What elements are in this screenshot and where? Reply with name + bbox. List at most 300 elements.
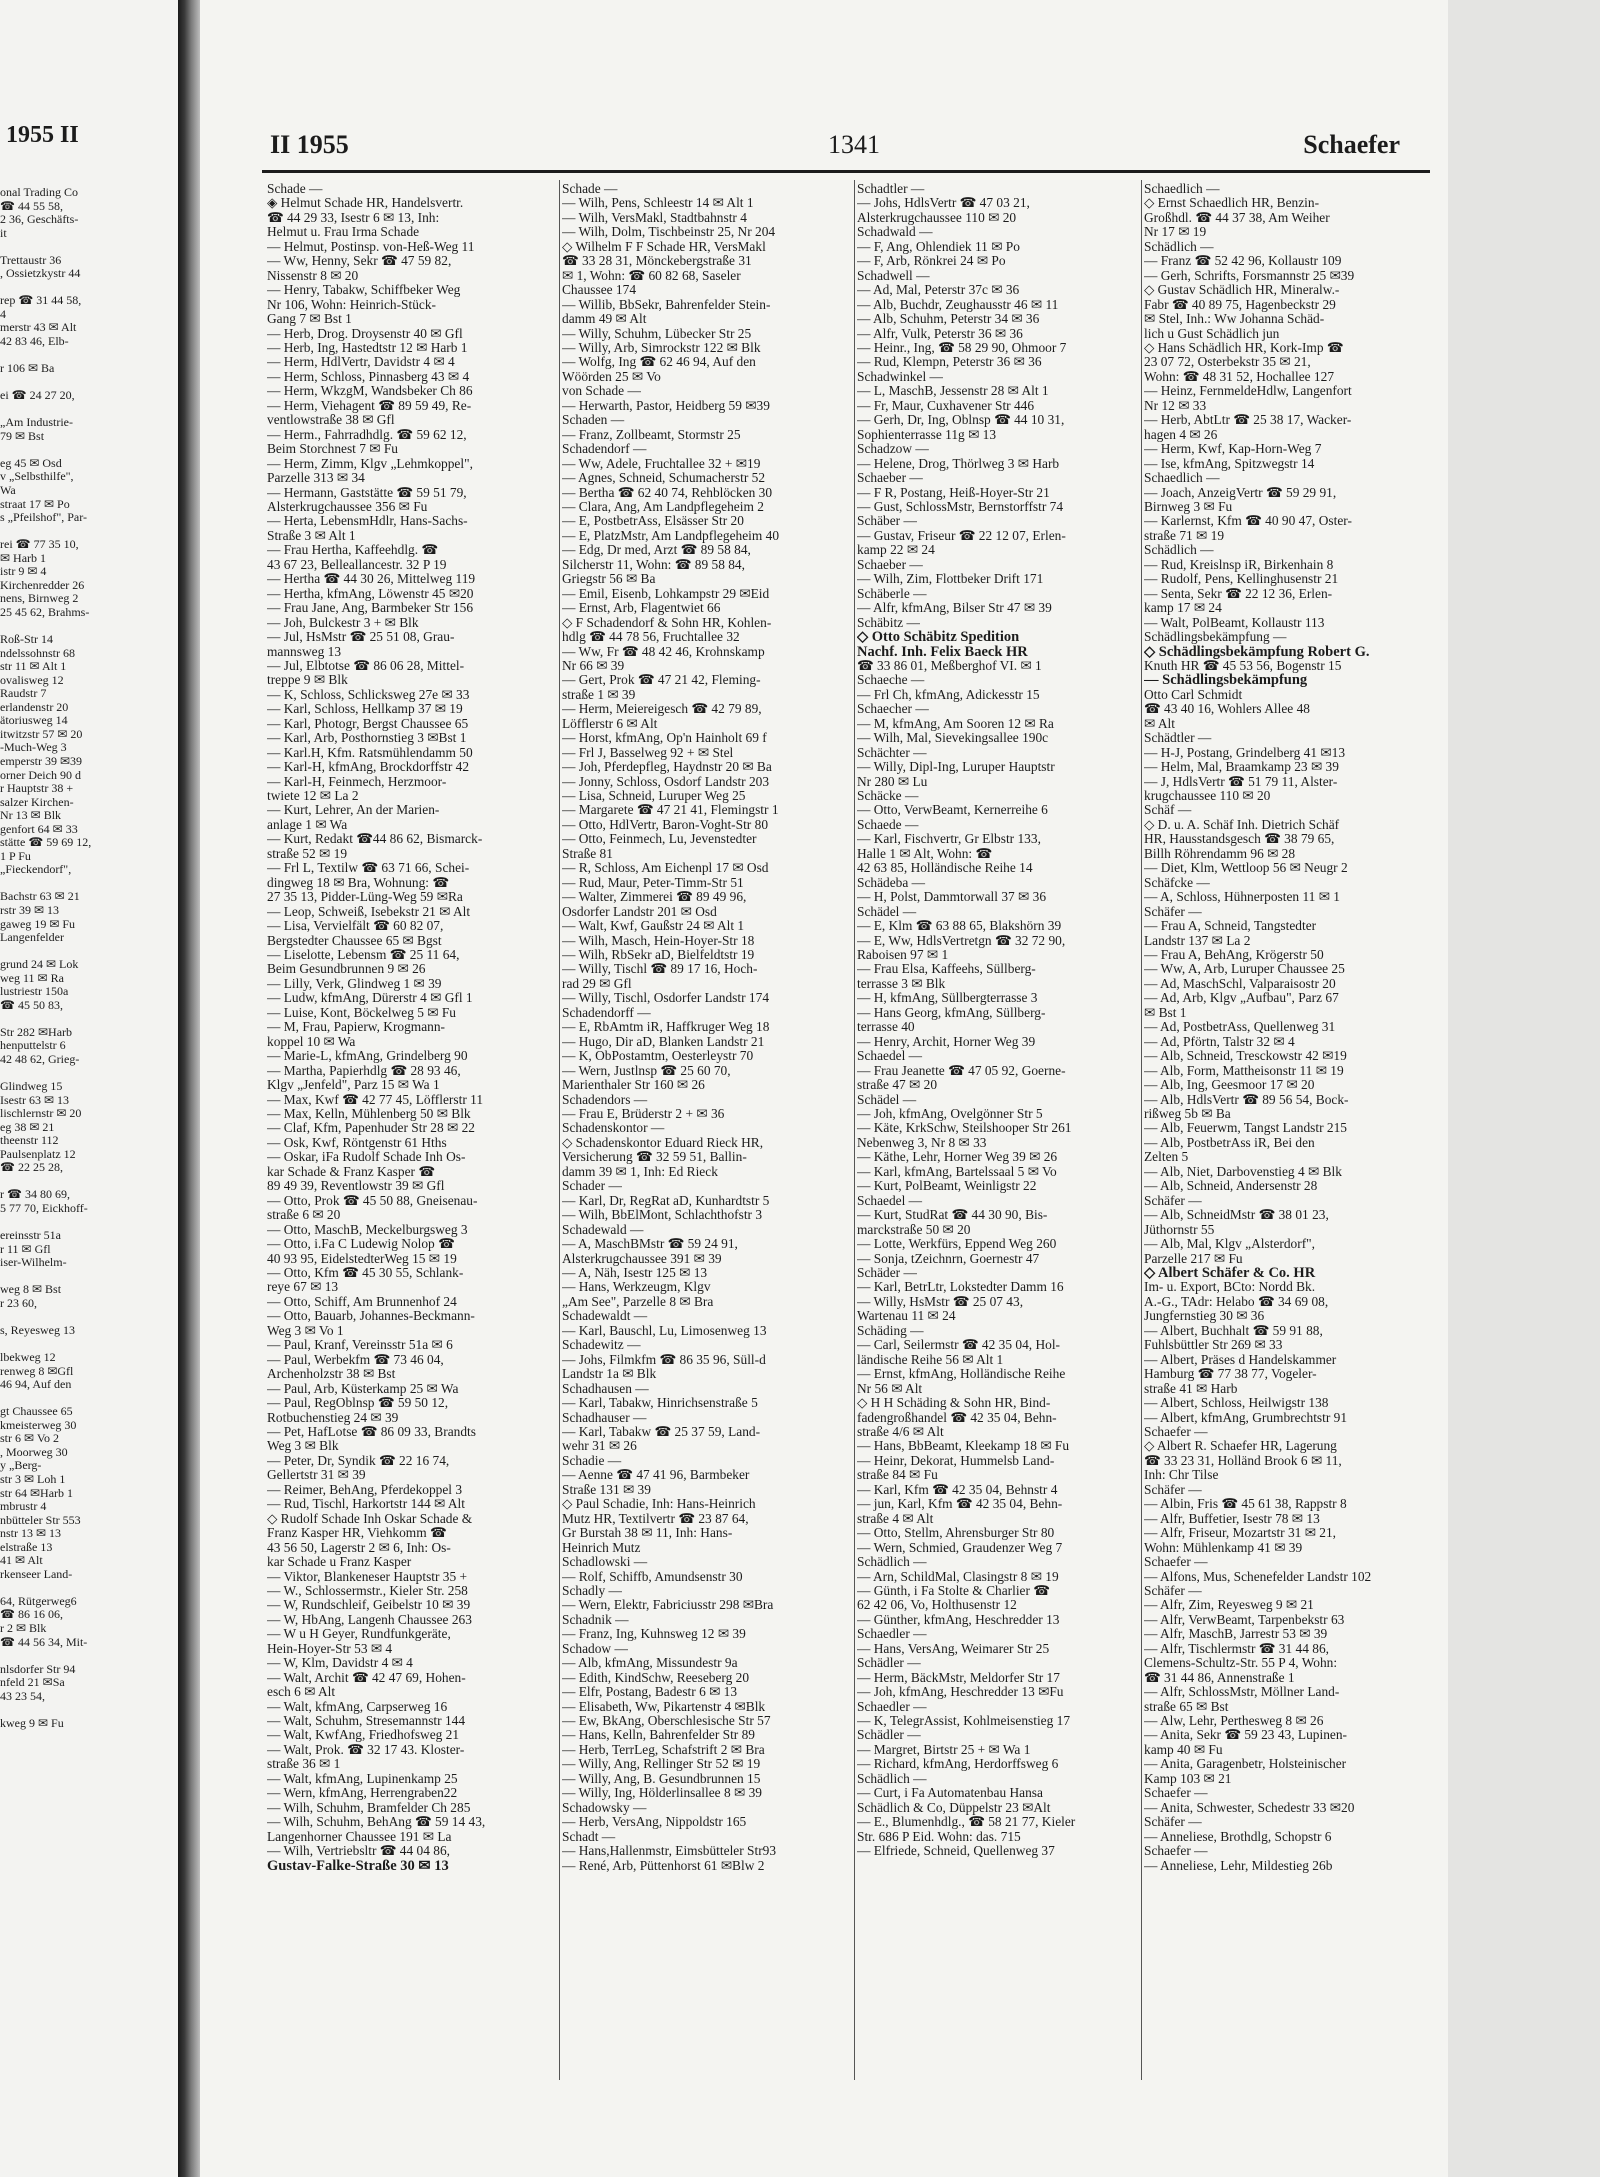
- left-page-line: ☎ 22 25 28,: [0, 1160, 63, 1175]
- left-page-line: str 11 ✉ Alt 1: [0, 659, 67, 674]
- header-year: II 1955: [270, 130, 349, 159]
- directory-entry-line: ◇ Hans Schädlich HR, Kork-Imp ☎: [1144, 340, 1344, 355]
- left-page-line: Trettaustr 36: [0, 252, 62, 267]
- directory-entry-line: Chaussee 174: [562, 283, 637, 298]
- directory-entry-line: — Hans Georg, kfmAng, Süllberg-: [857, 1005, 1046, 1020]
- surname-heading: Schadewaldt —: [562, 1309, 648, 1324]
- directory-entry-line: Halle 1 ✉ Alt, Wohn: ☎: [857, 846, 993, 861]
- directory-entry-line: — Lisa, Schneid, Luruper Weg 25: [562, 789, 746, 804]
- left-page-line: ei ☎ 24 27 20,: [0, 388, 75, 403]
- directory-entry-line: — Gustav, Friseur ☎ 22 12 07, Erlen-: [857, 528, 1066, 543]
- directory-entry-line: — Herm, WkzgM, Wandsbeker Ch 86: [267, 384, 473, 399]
- directory-entry-line: — Paul, Arb, Küsterkamp 25 ✉ Wa: [267, 1381, 459, 1396]
- directory-entry-line: ◈ Helmut Schade HR, Handelsvertr.: [267, 196, 464, 211]
- directory-entry-line: — Otto, MaschB, Meckelburgsweg 3: [267, 1222, 468, 1237]
- directory-entry-line: — Walt, Prok. ☎ 32 17 43. Kloster-: [267, 1742, 465, 1757]
- directory-entry-line: — W, HbAng, Langenh Chaussee 263: [267, 1612, 472, 1627]
- directory-entry-line: — Käte, KrkSchw, Steilshooper Str 261: [857, 1121, 1072, 1136]
- directory-entry-line: — Otto, Stellm, Ahrensburger Str 80: [857, 1526, 1055, 1541]
- left-page-line: nstr 13 ✉ 13: [0, 1526, 62, 1541]
- left-page-line: [0, 1067, 178, 1081]
- directory-entry-line: — Günth, i Fa Stolte & Charlier ☎: [857, 1583, 1050, 1598]
- left-page-line: weg 8 ✉ Bst: [0, 1282, 62, 1297]
- directory-entry-line: straße 6 ✉ 20: [267, 1208, 341, 1223]
- directory-entry-line: — Karl-H, Feinmech, Herzmoor-: [267, 774, 447, 789]
- directory-entry-line: straße 65 ✉ Bst: [1144, 1699, 1229, 1714]
- directory-entry-line: ◇ Paul Schadie, Inh: Hans-Heinrich: [562, 1497, 756, 1512]
- directory-entry-line: — Elfriede, Schneid, Quellenweg 37: [857, 1844, 1055, 1859]
- directory-entry-line: krugchaussee 110 ✉ 20: [1144, 789, 1271, 804]
- left-page-line: s „Pfeilshof", Par-: [0, 510, 87, 525]
- directory-entry-line: hdlg ☎ 44 78 56, Fruchtallee 32: [562, 630, 740, 645]
- directory-entry-line: ☎ 43 40 16, Wohlers Allee 48: [1144, 702, 1310, 717]
- directory-entry-line: Fuhlsbüttler Str 269 ✉ 33: [1144, 1338, 1283, 1353]
- surname-heading: Schädel —: [857, 904, 917, 919]
- directory-entry-line: — Pet, HafLotse ☎ 86 09 33, Brandts: [267, 1424, 476, 1439]
- left-page-line: 79 ✉ Bst: [0, 428, 45, 443]
- surname-heading: Schaedler —: [857, 1627, 927, 1642]
- directory-entry-line: — Lotte, Werkfürs, Eppend Weg 260: [857, 1237, 1057, 1252]
- directory-entry-line: — Kurt, Redakt ☎44 86 62, Bismarck-: [267, 832, 483, 847]
- directory-entry-line: — Claf, Kfm, Papenhuder Str 28 ✉ 22: [267, 1121, 475, 1136]
- directory-entry-line: ◇ Albert R. Schaefer HR, Lagerung: [1144, 1439, 1337, 1454]
- left-page-line: [0, 281, 178, 295]
- directory-entry-line: Gustav-Falke-Straße 30 ✉ 13: [267, 1858, 449, 1874]
- directory-entry-line: Birnweg 3 ✉ Fu: [1144, 499, 1233, 514]
- left-page-line: r 23 60,: [0, 1295, 37, 1310]
- left-page-line: ☎ 45 50 83,: [0, 997, 63, 1012]
- directory-entry-line: — Herm, Viehagent ☎ 89 59 49, Re-: [267, 398, 472, 413]
- directory-entry-line: — Karl, Schloss, Hellkamp 37 ✉ 19: [267, 702, 463, 717]
- directory-entry-line: — Schädlingsbekämpfung: [1144, 673, 1308, 688]
- directory-entry-line: Klgv „Jenfeld", Parz 15 ✉ Wa 1: [267, 1078, 440, 1093]
- left-page-line: [0, 1581, 178, 1595]
- directory-entry-line: ◇ Schadenskontor Eduard Rieck HR,: [562, 1135, 764, 1150]
- directory-entry-line: — Albert, Präses d Handelskammer: [1144, 1352, 1337, 1367]
- left-page-line: 42 83 46, Elb-: [0, 334, 69, 349]
- directory-entry-line: — Wern, Justlnsp ☎ 25 60 70,: [562, 1063, 731, 1078]
- directory-entry-line: — Frau Jane, Ang, Barmbeker Str 156: [267, 601, 474, 616]
- page-header: [270, 130, 1400, 170]
- directory-entry-line: — Peter, Dr, Syndik ☎ 22 16 74,: [267, 1453, 450, 1468]
- directory-entry-line: — Herb, Ing, Hastedtstr 12 ✉ Harb 1: [267, 340, 468, 355]
- directory-column-4: [1144, 182, 1426, 2082]
- directory-entry-line: ✉ Alt: [1144, 716, 1175, 731]
- directory-entry-line: Mutz HR, Textilvertr ☎ 23 87 64,: [562, 1511, 749, 1526]
- left-page-line: lbekweg 12: [0, 1350, 56, 1365]
- directory-entry-line: — Rudolf, Pens, Kellinghusenstr 21: [1144, 572, 1339, 587]
- book-gutter: [178, 0, 200, 2177]
- directory-entry-line: Gellertstr 31 ✉ 39: [267, 1468, 366, 1483]
- left-page-line: rkenseer Land-: [0, 1566, 73, 1581]
- directory-entry-line: — Gerh, Dr, Ing, Oblnsp ☎ 44 10 31,: [857, 413, 1065, 428]
- directory-entry-line: — Walt, KwfAng, Friedhofsweg 21: [267, 1728, 460, 1743]
- directory-entry-line: Nr 12 ✉ 33: [1144, 398, 1207, 413]
- directory-entry-line: — Leop, Schweiß, Isebekstr 21 ✉ Alt: [267, 904, 471, 919]
- left-page-line: [0, 1310, 178, 1324]
- left-page-line: 43 23 54,: [0, 1688, 45, 1703]
- left-page-line: Langenfelder: [0, 930, 64, 945]
- left-page-line: [0, 240, 178, 254]
- directory-entry-line: — Otto, Feinmech, Lu, Jevenstedter: [562, 832, 757, 847]
- left-page-line: 46 94, Auf den: [0, 1377, 72, 1392]
- header-catchword: Schaefer: [1303, 130, 1400, 159]
- directory-entry-line: — Margret, Birtstr 25 + ✉ Wa 1: [857, 1742, 1031, 1757]
- left-page-line: r 11 ✉ Gfl: [0, 1241, 51, 1256]
- directory-entry-line: — Willy, Ing, Hölderlinsallee 8 ✉ 39: [562, 1786, 762, 1801]
- directory-entry-line: Großhdl. ☎ 44 37 38, Am Weiher: [1144, 210, 1330, 225]
- directory-entry-line: Versicherung ☎ 32 59 51, Ballin-: [562, 1150, 747, 1165]
- directory-entry-line: — Willy, Tischl ☎ 89 17 16, Hoch-: [562, 962, 758, 977]
- left-page-line: onal Trading Co: [0, 185, 79, 199]
- directory-entry-line: — Hans, VersAng, Weimarer Str 25: [857, 1641, 1050, 1656]
- directory-entry-line: — L, MaschB, Jessenstr 28 ✉ Alt 1: [857, 384, 1049, 399]
- directory-entry-line: — Joach, AnzeigVertr ☎ 59 29 91,: [1144, 485, 1337, 500]
- left-page-line: nlsdorfer Str 94: [0, 1661, 76, 1676]
- directory-entry-line: treppe 9 ✉ Blk: [267, 673, 348, 688]
- directory-entry-line: Wartenau 11 ✉ 24: [857, 1309, 956, 1324]
- left-page-line: [0, 443, 178, 457]
- left-page-line: Glindweg 15: [0, 1079, 63, 1094]
- left-page-header: 1955 II: [6, 122, 79, 148]
- left-page-line: v „Selbsthilfe",: [0, 469, 74, 484]
- surname-heading: Schaedel —: [857, 1193, 923, 1208]
- directory-entry-line: — Otto, HdlVertr, Baron-Voght-Str 80: [562, 817, 769, 832]
- directory-entry-line: fadengroßhandel ☎ 42 35 04, Behn-: [857, 1410, 1057, 1425]
- column-divider: [1141, 180, 1142, 2080]
- left-page-line: rep ☎ 31 44 58,: [0, 293, 82, 308]
- surname-heading: Schadenskontor —: [562, 1121, 665, 1136]
- directory-entry-line: — Arn, SchildMal, Clasingstr 8 ✉ 19: [857, 1569, 1059, 1584]
- directory-entry-line: — Willy, Arb, Simrockstr 122 ✉ Blk: [562, 340, 761, 355]
- directory-entry-line: — Walt, kfmAng, Carpserweg 16: [267, 1699, 448, 1714]
- directory-entry-line: — K, ObPostamtm, Oesterleystr 70: [562, 1049, 754, 1064]
- directory-entry-line: — F, Arb, Rönkrei 24 ✉ Po: [857, 254, 1006, 269]
- directory-entry-line: — Joh, Pferdepfleg, Haydnstr 20 ✉ Ba: [562, 760, 772, 775]
- directory-entry-line: anlage 1 ✉ Wa: [267, 817, 348, 832]
- left-page-line: gaweg 19 ✉ Fu: [0, 916, 76, 931]
- surname-heading: Schädler —: [857, 1656, 921, 1671]
- directory-entry-line: ☎ 33 28 31, Mönckebergstraße 31: [562, 254, 752, 269]
- directory-entry-line: Löfflerstr 6 ✉ Alt: [562, 716, 658, 731]
- directory-entry-line: Straße 81: [562, 846, 613, 861]
- directory-entry-line: — Karl-H, kfmAng, Brockdorffstr 42: [267, 760, 470, 775]
- left-page-line: kmeisterweg 30: [0, 1417, 77, 1432]
- left-page-line: ovalisweg 12: [0, 672, 64, 687]
- directory-entry-line: — Alb, Ing, Geesmoor 17 ✉ 20: [1144, 1078, 1315, 1093]
- directory-entry-line: — Ad, Pförtn, Talstr 32 ✉ 4: [1144, 1034, 1295, 1049]
- directory-entry-line: ☎ 31 44 86, Annenstraße 1: [1144, 1670, 1295, 1685]
- directory-entry-line: ◇ Otto Schäbitz Spedition: [857, 630, 1020, 645]
- directory-entry-line: — K, Schloss, Schlicksweg 27e ✉ 33: [267, 687, 470, 702]
- directory-entry-line: — Wilh, Dolm, Tischbeinstr 25, Nr 204: [562, 225, 776, 240]
- directory-entry-line: Straße 3 ✉ Alt 1: [267, 528, 356, 543]
- directory-column-3: [857, 182, 1139, 2082]
- left-page-line: [0, 945, 178, 959]
- directory-entry-line: Alsterkrugchaussee 391 ✉ 39: [562, 1251, 722, 1266]
- directory-entry-line: — F, Ang, Ohlendiek 11 ✉ Po: [857, 239, 1020, 254]
- directory-entry-line: — Johs, HdlsVertr ☎ 47 03 21,: [857, 196, 1030, 211]
- directory-entry-line: — Richard, kfmAng, Herdorffsweg 6: [857, 1757, 1059, 1772]
- directory-entry-line: — Herm., Fahrradhdlg. ☎ 59 62 12,: [267, 427, 467, 442]
- directory-entry-line: 43 56 50, Lagerstr 2 ✉ 6, Inh: Os-: [267, 1540, 451, 1555]
- directory-entry-line: — Jul, Elbtotse ☎ 86 06 28, Mittel-: [267, 658, 465, 673]
- directory-entry-line: — Joh, kfmAng, Ovelgönner Str 5: [857, 1107, 1043, 1121]
- left-page-line: Paulsenplatz 12: [0, 1146, 76, 1161]
- surname-heading: Schäfcke —: [1144, 875, 1210, 890]
- left-page-line: str 6 ✉ Vo 2: [0, 1431, 59, 1446]
- directory-entry-line: — Frau Elsa, Kaffeehs, Süllberg-: [857, 962, 1036, 977]
- directory-entry-line: — E, Ww, HdlsVertretgn ☎ 32 72 90,: [857, 933, 1066, 948]
- directory-entry-line: ✉ 1, Wohn: ☎ 60 82 68, Saseler: [562, 268, 741, 283]
- directory-entry-line: — Lilly, Verk, Glindweg 1 ✉ 39: [267, 976, 442, 991]
- left-page-line: 64, Rütgerweg6: [0, 1593, 77, 1608]
- directory-entry-line: — Curt, i Fa Automatenbau Hansa: [857, 1786, 1043, 1801]
- directory-entry-line: Otto Carl Schmidt: [1144, 687, 1243, 702]
- surname-heading: Schadendors —: [562, 1092, 648, 1107]
- directory-entry-line: Rotbuchenstieg 24 ✉ 39: [267, 1410, 399, 1425]
- directory-entry-line: damm 39 ✉ 1, Inh: Ed Rieck: [562, 1164, 718, 1179]
- directory-entry-line: — Willy, Ang, Rellinger Str 52 ✉ 19: [562, 1757, 761, 1772]
- directory-entry-line: — A, MaschBMstr ☎ 59 24 91,: [562, 1237, 738, 1252]
- directory-entry-line: — E, Klm ☎ 63 88 65, Blakshörn 39: [857, 919, 1062, 934]
- directory-entry-line: — Kurt, PolBeamt, Weinligstr 22: [857, 1179, 1037, 1194]
- left-page-line: [0, 376, 178, 390]
- directory-entry-line: — Lisa, Vervielfält ☎ 60 82 07,: [267, 919, 444, 934]
- surname-heading: Schadewitz —: [562, 1338, 641, 1353]
- directory-entry-line: — Willib, BbSekr, Bahrenfelder Stein-: [562, 297, 771, 312]
- directory-entry-line: — Karl, Tabakw, Hinrichsenstraße 5: [562, 1396, 758, 1411]
- directory-entry-line: Hamburg ☎ 77 38 77, Vogeler-: [1144, 1367, 1317, 1382]
- directory-entry-line: — Kurt, Lehrer, An der Marien-: [267, 803, 440, 818]
- directory-entry-line: straße 36 ✉ 1: [267, 1757, 341, 1772]
- directory-entry-line: Weg 3 ✉ Vo 1: [267, 1323, 344, 1338]
- directory-entry-line: — Alb, Schneid, Tresckowstr 42 ✉19: [1144, 1049, 1347, 1064]
- directory-entry-line: — M, kfmAng, Am Sooren 12 ✉ Ra: [857, 716, 1054, 731]
- directory-entry-line: — Anneliese, Brothdlg, Schopstr 6: [1144, 1829, 1332, 1844]
- surname-heading: Schadwald —: [857, 225, 933, 240]
- column-divider: [854, 180, 855, 2080]
- directory-entry-line: Nr 17 ✉ 19: [1144, 225, 1207, 240]
- directory-entry-line: — Wilh, Pens, Schleestr 14 ✉ Alt 1: [562, 196, 754, 211]
- directory-entry-line: — Hans, BbBeamt, Kleekamp 18 ✉ Fu: [857, 1439, 1070, 1454]
- left-page-line: lustriestr 150a: [0, 984, 69, 999]
- left-page-line: stätte ☎ 59 69 12,: [0, 835, 92, 850]
- directory-entry-line: rad 29 ✉ Gfl: [562, 976, 632, 991]
- directory-entry-line: — Joh, kfmAng, Heschredder 13 ✉Fu: [857, 1685, 1064, 1700]
- left-page-line: Bachstr 63 ✉ 21: [0, 889, 80, 904]
- directory-entry-line: — Käthe, Lehr, Horner Weg 39 ✉ 26: [857, 1150, 1058, 1165]
- directory-entry-line: straße 84 ✉ Fu: [857, 1468, 938, 1483]
- directory-entry-line: — Heinz, FernmeldeHdlw, Langenfort: [1144, 384, 1352, 399]
- left-page-line: ☎ 86 16 06,: [0, 1607, 63, 1622]
- directory-entry-line: Hein-Hoyer-Str 53 ✉ 4: [267, 1641, 393, 1656]
- surname-heading: Schäberle —: [857, 586, 927, 601]
- directory-entry-line: straße 1 ✉ 39: [562, 687, 636, 702]
- surname-heading: Schadow —: [562, 1641, 628, 1656]
- directory-entry-line: — Otto, i.Fa C Ludewig Nolop ☎: [267, 1237, 455, 1252]
- directory-entry-line: Nissenstr 8 ✉ 20: [267, 268, 359, 283]
- directory-entry-line: — Gust, SchlossMstr, Bernstorffstr 74: [857, 499, 1064, 514]
- directory-entry-line: — Sonja, tZeichnrn, Goernestr 47: [857, 1251, 1040, 1266]
- directory-entry-line: hagen 4 ✉ 26: [1144, 427, 1218, 442]
- directory-entry-line: kamp 22 ✉ 24: [857, 543, 935, 558]
- directory-entry-line: — Walt, kfmAng, Lupinenkamp 25: [267, 1771, 458, 1786]
- directory-entry-line: — Hugo, Dir aD, Blanken Landstr 21: [562, 1034, 765, 1049]
- directory-entry-line: — Ise, kfmAng, Spitzwegstr 14: [1144, 456, 1315, 471]
- directory-entry-line: — Herta, LebensmHdlr, Hans-Sachs-: [267, 514, 468, 529]
- directory-entry-line: — Herm, Schloss, Pinnasberg 43 ✉ 4: [267, 369, 470, 384]
- directory-entry-line: — Alb, PostbetrAss iR, Bei den: [1144, 1135, 1315, 1150]
- directory-entry-line: ◇ Gustav Schädlich HR, Mineralw.-: [1144, 283, 1340, 298]
- directory-entry-line: esch 6 ✉ Alt: [267, 1685, 336, 1700]
- directory-entry-line: — Günther, kfmAng, Heschredder 13: [857, 1612, 1060, 1627]
- directory-entry-line: Zelten 5: [1144, 1150, 1189, 1165]
- directory-entry-line: — R, Schloss, Am Eichenpl 17 ✉ Osd: [562, 861, 769, 876]
- directory-entry-line: — Albin, Fris ☎ 45 61 38, Rappstr 8: [1144, 1497, 1347, 1512]
- directory-entry-line: — Frau Hertha, Kaffeehdlg. ☎: [267, 543, 439, 558]
- directory-entry-line: Weg 3 ✉ Blk: [267, 1439, 339, 1454]
- surname-heading: Schadewald —: [562, 1222, 644, 1237]
- directory-entry-line: — Otto, Prok ☎ 45 50 88, Gneisenau-: [267, 1193, 478, 1208]
- directory-entry-line: 40 93 95, EidelstedterWeg 15 ✉ 19: [267, 1251, 457, 1266]
- directory-entry-line: — Herm, BäckMstr, Meldorfer Str 17: [857, 1670, 1060, 1685]
- header-page-number: 1341: [828, 130, 880, 159]
- directory-entry-line: — Diet, Klm, Wettloop 56 ✉ Neugr 2: [1144, 861, 1348, 876]
- directory-entry-line: 42 63 85, Holländische Reihe 14: [857, 861, 1033, 876]
- directory-entry-line: — Karl, Tabakw ☎ 25 37 59, Land-: [562, 1424, 761, 1439]
- surname-heading: Schaede —: [857, 817, 919, 832]
- left-page-line: rei ☎ 77 35 10,: [0, 537, 79, 552]
- left-page-line: [0, 1649, 178, 1663]
- left-page-line: Kirchenredder 26: [0, 577, 85, 592]
- surname-heading: Schädlich —: [1144, 239, 1214, 254]
- left-page-line: [0, 1012, 178, 1026]
- surname-heading: Schäfer —: [1144, 904, 1202, 919]
- directory-column-1: [267, 182, 557, 2082]
- directory-entry-line: — Wilh, Zim, Flottbeker Drift 171: [857, 572, 1044, 587]
- directory-entry-line: — H-J, Postang, Grindelberg 41 ✉13: [1144, 745, 1346, 760]
- surname-heading: Schadwinkel —: [857, 369, 943, 384]
- directory-entry-line: — Alb, Form, Mattheisonstr 11 ✉ 19: [1144, 1063, 1344, 1078]
- directory-entry-line: ◇ Albert Schäfer & Co. HR: [1144, 1265, 1316, 1281]
- directory-entry-line: — Clara, Ang, Am Landpflegeheim 2: [562, 499, 764, 514]
- directory-entry-line: — Alb, Buchdr, Zeughausstr 46 ✉ 11: [857, 297, 1059, 312]
- directory-entry-line: ◇ Wilhelm F F Schade HR, VersMakl: [562, 239, 766, 254]
- surname-heading: Schädeba —: [857, 875, 926, 890]
- directory-entry-line: — Alb, Feuerwm, Tangst Landstr 215: [1144, 1121, 1348, 1136]
- directory-entry-line: — K, TelegrAssist, Kohlmeisenstieg 17: [857, 1714, 1071, 1729]
- directory-entry-line: Gang 7 ✉ Bst 1: [267, 312, 352, 327]
- left-page-line: [0, 525, 178, 539]
- directory-entry-line: Franz Kasper HR, Viehkomm ☎: [267, 1526, 447, 1541]
- surname-heading: Schädlich —: [1144, 543, 1214, 558]
- page-edge: [1448, 0, 1600, 2177]
- left-page-line: Raudstr 7: [0, 686, 47, 701]
- directory-entry-line: — Ad, MaschSchl, Valparaisostr 20: [1144, 976, 1336, 991]
- directory-entry-line: — Herb, VersAng, Nippoldstr 165: [562, 1815, 747, 1830]
- directory-entry-line: kamp 40 ✉ Fu: [1144, 1742, 1223, 1757]
- surname-heading: Schadnik —: [562, 1612, 629, 1627]
- surname-heading: Schächter —: [857, 745, 927, 760]
- directory-entry-line: terrasse 3 ✉ Blk: [857, 976, 946, 991]
- directory-entry-line: Osdorfer Landstr 201 ✉ Osd: [562, 904, 717, 919]
- surname-heading: Schäder —: [857, 1265, 917, 1280]
- left-facing-page: [0, 0, 178, 2177]
- left-page-line: nens, Birnweg 2: [0, 591, 79, 606]
- directory-entry-line: ✉ Stel, Inh.: Ww Johanna Schäd-: [1144, 312, 1325, 327]
- directory-entry-line: Beim Storchnest 7 ✉ Fu: [267, 442, 398, 457]
- directory-entry-line: — Albert, kfmAng, Grumbrechtstr 91: [1144, 1410, 1348, 1425]
- directory-entry-line: — Alfr, Tischlermstr ☎ 31 44 86,: [1144, 1641, 1330, 1656]
- left-page-line: theenstr 112: [0, 1133, 59, 1148]
- left-page-line: s, Reyesweg 13: [0, 1322, 75, 1337]
- surname-heading: Schädler —: [857, 1728, 921, 1743]
- directory-entry-line: — Rud, Maur, Peter-Timm-Str 51: [562, 875, 744, 890]
- directory-entry-line: Nr 280 ✉ Lu: [857, 774, 928, 789]
- directory-entry-line: Parzelle 217 ✉ Fu: [1144, 1251, 1243, 1266]
- surname-heading: Schadt —: [562, 1829, 616, 1844]
- directory-entry-line: — Alfons, Mus, Schenefelder Landstr 102: [1144, 1569, 1372, 1584]
- directory-entry-line: 62 42 06, Vo, Holthusenstr 12: [857, 1598, 1017, 1613]
- surname-heading: Schaefer —: [1144, 1844, 1208, 1859]
- left-page-line: r ☎ 34 80 69,: [0, 1187, 70, 1202]
- directory-entry-line: Langenhorner Chaussee 191 ✉ La: [267, 1829, 452, 1844]
- surname-heading: Schäfer —: [1144, 1815, 1202, 1830]
- left-page-line: , Moorweg 30: [0, 1444, 68, 1459]
- left-page-line: ätoriusweg 14: [0, 713, 68, 728]
- left-page-line: henputtelstr 6: [0, 1038, 66, 1053]
- directory-entry-line: — Edg, Dr med, Arzt ☎ 89 58 84,: [562, 543, 751, 558]
- directory-entry-line: Inh: Chr Tilse: [1144, 1468, 1219, 1483]
- directory-entry-line: kar Schade & Franz Kasper ☎: [267, 1164, 436, 1179]
- directory-column-2: [562, 182, 852, 2082]
- directory-entry-line: — Liselotte, Lebensm ☎ 25 11 64,: [267, 948, 460, 963]
- surname-heading: Schaedler —: [857, 1699, 927, 1714]
- surname-heading: Schaedlich —: [1144, 471, 1220, 486]
- directory-entry-line: Heinrich Mutz: [562, 1540, 641, 1555]
- surname-heading: Schäfer —: [1144, 1482, 1202, 1497]
- directory-entry-line: — Alfr, SchlossMstr, Möllner Land-: [1144, 1685, 1340, 1700]
- surname-heading: Schadzow —: [857, 442, 929, 457]
- directory-entry-line: kamp 17 ✉ 24: [1144, 601, 1222, 616]
- directory-entry-line: — Marie-L, kfmAng, Grindelberg 90: [267, 1049, 468, 1064]
- directory-entry-line: Nr 106, Wohn: Heinrich-Stück-: [267, 297, 437, 312]
- left-page-line: [0, 1337, 178, 1351]
- directory-entry-line: terrasse 40: [857, 1020, 915, 1035]
- left-page-line: y „Berg-: [0, 1458, 42, 1473]
- left-page-line: elstraße 13: [0, 1539, 53, 1554]
- directory-entry-line: Clemens-Schultz-Str. 55 P 4, Wohn:: [1144, 1656, 1338, 1671]
- left-page-line: 1 P Fu: [0, 848, 31, 863]
- left-page-line: „Fieckendorf",: [0, 862, 72, 877]
- directory-entry-line: — Kurt, StudRat ☎ 44 30 90, Bis-: [857, 1208, 1048, 1223]
- left-page-line: ereinsstr 51a: [0, 1228, 61, 1243]
- left-page-line: [0, 877, 178, 891]
- surname-heading: Schadendorff —: [562, 1005, 651, 1020]
- directory-entry-line: — Frl Ch, kfmAng, Adickesstr 15: [857, 687, 1040, 702]
- left-page-line: nbütteler Str 553: [0, 1512, 81, 1527]
- directory-entry-line: — Hans,Hallenmstr, Eimsbütteler Str93: [562, 1844, 777, 1859]
- directory-entry-line: Wohn: Mühlenkamp 41 ✉ 39: [1144, 1540, 1303, 1555]
- directory-entry-line: — Margarete ☎ 47 21 41, Flemingstr 1: [562, 803, 779, 818]
- directory-entry-line: ☎ 33 86 01, Meßberghof VI. ✉ 1: [857, 658, 1042, 673]
- directory-entry-line: — F R, Postang, Heiß-Hoyer-Str 21: [857, 485, 1050, 500]
- left-page-line: Str 282 ✉Harb: [0, 1024, 73, 1039]
- directory-entry-line: Nr 56 ✉ Alt: [857, 1381, 923, 1396]
- surname-heading: Schädlingsbekämpfung —: [1144, 630, 1287, 645]
- directory-entry-line: — Hertha ☎ 44 30 26, Mittelweg 119: [267, 572, 476, 587]
